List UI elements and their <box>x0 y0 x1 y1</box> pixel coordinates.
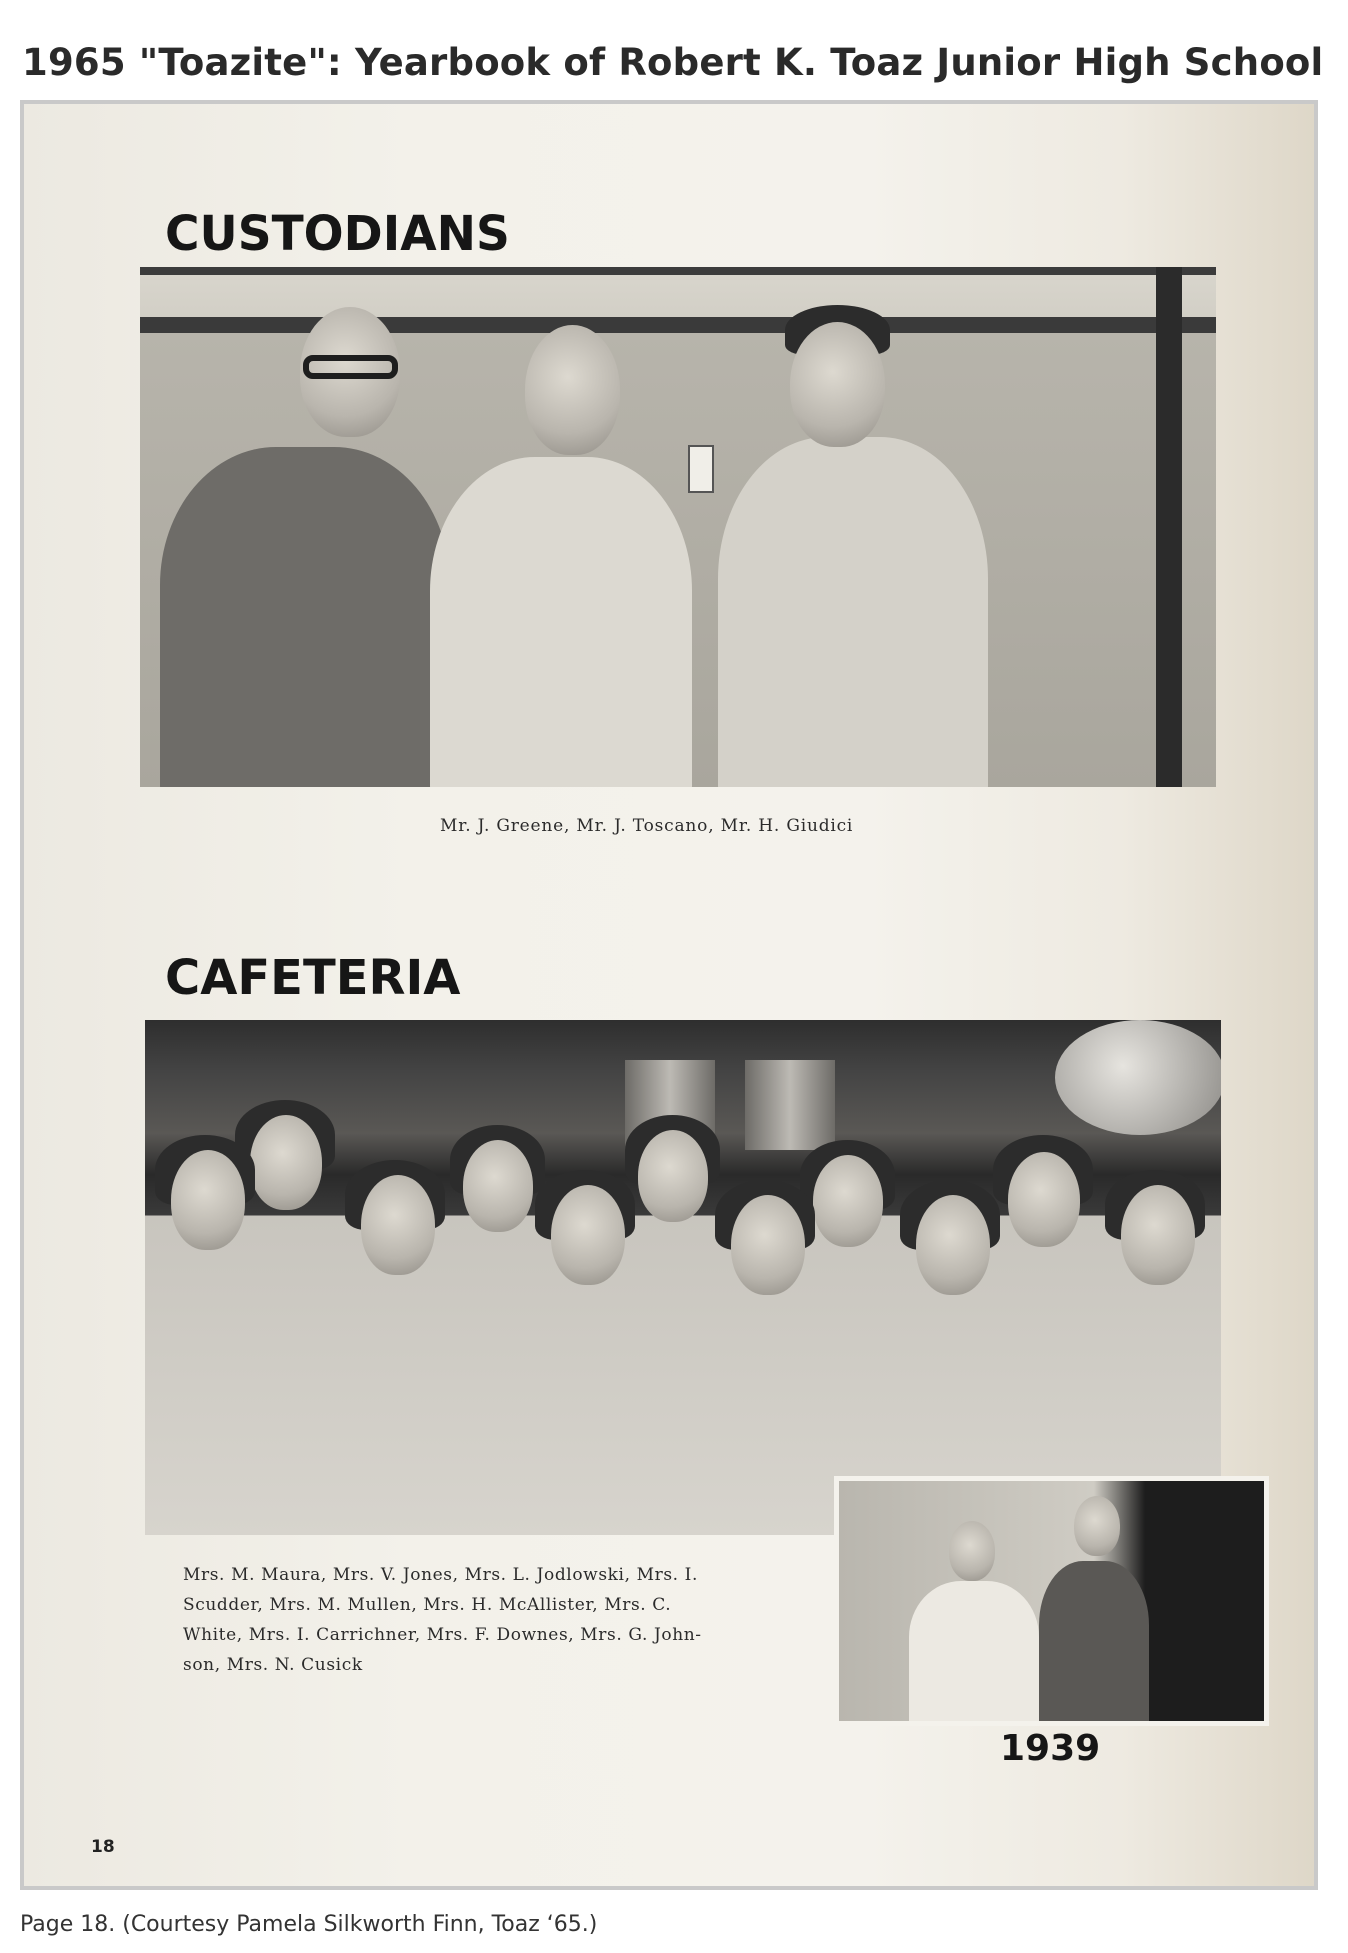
cafeteria-worker-face <box>916 1195 990 1295</box>
cafeteria-caption <box>183 1560 805 1680</box>
cafeteria-photo <box>145 1020 1221 1535</box>
cafeteria-worker-face <box>813 1155 883 1247</box>
custodians-heading: CUSTODIANS <box>165 206 510 262</box>
cafeteria-caption-line: White, Mrs. I. Carrichner, Mrs. F. Downes, Mrs. G. John- <box>183 1625 702 1645</box>
door-frame <box>1156 267 1182 787</box>
cafeteria-worker-face <box>171 1150 245 1250</box>
cafeteria-worker-face <box>731 1195 805 1295</box>
cafeteria-caption-line: son, Mrs. N. Cusick <box>183 1655 363 1675</box>
cafeteria-worker-face <box>638 1130 708 1222</box>
custodians-caption: Mr. J. Greene, Mr. J. Toscano, Mr. H. Giudici <box>440 816 854 836</box>
photo-credit-caption: Page 18. (Courtesy Pamela Silkworth Finn, Toaz ‘65.) <box>20 1912 598 1937</box>
inset-year-label: 1939 <box>1000 1728 1101 1769</box>
page-number: 18 <box>91 1837 115 1857</box>
page-title: 1965 "Toazite": Yearbook of Robert K. Toaz Junior High School <box>22 40 1324 84</box>
cafeteria-1939-inset-photo <box>834 1476 1269 1726</box>
light-switch-plate <box>688 445 714 493</box>
cafeteria-worker-face <box>1008 1152 1080 1247</box>
cafeteria-worker-face <box>551 1185 625 1285</box>
cafeteria-worker-face <box>463 1140 533 1232</box>
stock-pot <box>745 1060 835 1150</box>
yearbook-scan-frame <box>20 100 1318 1890</box>
cafeteria-caption-line: Mrs. M. Maura, Mrs. V. Jones, Mrs. L. Jodlowski, Mrs. I. <box>183 1565 698 1585</box>
cafeteria-caption-line: Scudder, Mrs. M. Mullen, Mrs. H. McAllister, Mrs. C. <box>183 1595 672 1615</box>
cafeteria-worker-face <box>1121 1185 1195 1285</box>
cafeteria-worker-face <box>361 1175 435 1275</box>
custodians-photo <box>140 267 1216 787</box>
hanging-pan <box>1055 1020 1221 1135</box>
yearbook-page-scan <box>24 104 1314 1886</box>
cafeteria-heading: CAFETERIA <box>165 950 461 1006</box>
cafeteria-worker-face <box>250 1115 322 1210</box>
